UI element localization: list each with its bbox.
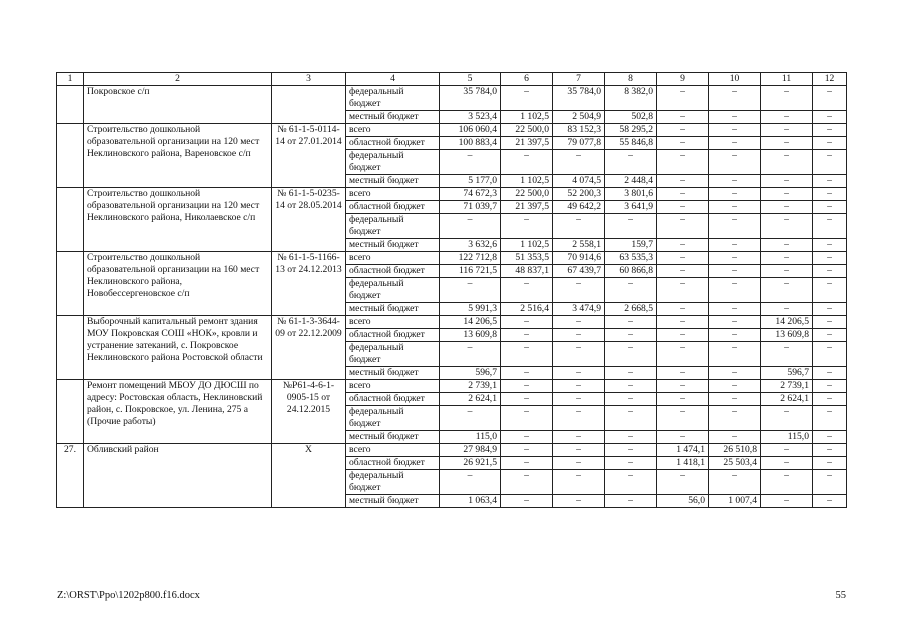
footer-file-path: Z:\ORST\Ppo\1202p800.f16.docx — [57, 590, 200, 601]
value-cell: – — [501, 393, 553, 406]
value-cell: – — [709, 329, 761, 342]
value-cell: 115,0 — [761, 431, 813, 444]
row-number-cell — [57, 380, 84, 444]
value-cell: – — [813, 278, 847, 303]
funding-source-cell: местный бюджет — [346, 239, 440, 252]
value-cell: – — [501, 367, 553, 380]
value-cell: – — [813, 316, 847, 329]
funding-source-cell: федеральный бюджет — [346, 406, 440, 431]
value-cell: – — [501, 444, 553, 457]
value-cell: 55 846,8 — [605, 137, 657, 150]
value-cell: 8 382,0 — [605, 86, 657, 111]
funding-source-cell: областной бюджет — [346, 457, 440, 470]
document-cell: № 61-1-3-3644-09 от 22.12.2009 — [272, 316, 346, 380]
value-cell: – — [605, 444, 657, 457]
value-cell: 159,7 — [605, 239, 657, 252]
value-cell: 2 448,4 — [605, 175, 657, 188]
value-cell: – — [605, 150, 657, 175]
value-cell: 63 535,3 — [605, 252, 657, 265]
funding-source-cell: местный бюджет — [346, 431, 440, 444]
value-cell: – — [709, 175, 761, 188]
value-cell: – — [657, 406, 709, 431]
value-cell: – — [813, 329, 847, 342]
value-cell: 1 007,4 — [709, 495, 761, 508]
funding-source-cell: местный бюджет — [346, 175, 440, 188]
value-cell: – — [657, 252, 709, 265]
value-cell: – — [501, 329, 553, 342]
value-cell: – — [605, 470, 657, 495]
value-cell: 49 642,2 — [553, 201, 605, 214]
value-cell: – — [709, 342, 761, 367]
value-cell: 2 504,9 — [553, 111, 605, 124]
value-cell: 83 152,3 — [553, 124, 605, 137]
value-cell: – — [553, 150, 605, 175]
value-cell: – — [440, 406, 501, 431]
funding-source-cell: областной бюджет — [346, 137, 440, 150]
value-cell: – — [605, 457, 657, 470]
column-number: 10 — [709, 73, 761, 86]
funding-source-cell: федеральный бюджет — [346, 214, 440, 239]
value-cell: – — [761, 252, 813, 265]
value-cell: – — [709, 406, 761, 431]
value-cell: – — [761, 406, 813, 431]
value-cell: – — [761, 265, 813, 278]
value-cell: 26 921,5 — [440, 457, 501, 470]
column-number: 11 — [761, 73, 813, 86]
value-cell: – — [657, 201, 709, 214]
value-cell: 22 500,0 — [501, 124, 553, 137]
value-cell: – — [761, 150, 813, 175]
funding-source-cell: всего — [346, 380, 440, 393]
value-cell: – — [605, 278, 657, 303]
value-cell: – — [605, 367, 657, 380]
budget-table — [56, 72, 847, 508]
value-cell: – — [709, 188, 761, 201]
value-cell: – — [553, 431, 605, 444]
value-cell: – — [657, 367, 709, 380]
object-name-cell: Покровское с/п — [84, 86, 272, 124]
value-cell: – — [761, 111, 813, 124]
value-cell: – — [813, 86, 847, 111]
funding-source-cell: федеральный бюджет — [346, 278, 440, 303]
value-cell: – — [657, 239, 709, 252]
value-cell: – — [553, 406, 605, 431]
funding-source-cell: местный бюджет — [346, 111, 440, 124]
value-cell: 35 784,0 — [553, 86, 605, 111]
value-cell: 4 074,5 — [553, 175, 605, 188]
value-cell: 3 632,6 — [440, 239, 501, 252]
value-cell: – — [605, 214, 657, 239]
document-cell: №Р61-4-6-1-0905-15 от 24.12.2015 — [272, 380, 346, 444]
value-cell: 51 353,5 — [501, 252, 553, 265]
value-cell: – — [657, 188, 709, 201]
table-row — [57, 188, 847, 201]
value-cell: – — [761, 188, 813, 201]
value-cell: – — [657, 86, 709, 111]
funding-source-cell: всего — [346, 124, 440, 137]
value-cell: 48 837,1 — [501, 265, 553, 278]
row-number-cell — [57, 86, 84, 124]
value-cell: 2 668,5 — [605, 303, 657, 316]
value-cell: – — [813, 495, 847, 508]
value-cell: 21 397,5 — [501, 201, 553, 214]
value-cell: – — [709, 265, 761, 278]
value-cell: – — [501, 316, 553, 329]
column-number: 5 — [440, 73, 501, 86]
value-cell: – — [501, 86, 553, 111]
table-row — [57, 86, 847, 111]
value-cell: – — [813, 470, 847, 495]
value-cell: – — [657, 124, 709, 137]
value-cell: – — [657, 393, 709, 406]
funding-source-cell: всего — [346, 252, 440, 265]
value-cell: – — [761, 303, 813, 316]
funding-source-cell: всего — [346, 444, 440, 457]
value-cell: – — [761, 137, 813, 150]
value-cell: – — [605, 406, 657, 431]
funding-source-cell: федеральный бюджет — [346, 86, 440, 111]
page-number: 55 — [835, 590, 846, 601]
row-number-cell — [57, 252, 84, 316]
value-cell: – — [553, 367, 605, 380]
value-cell: – — [709, 252, 761, 265]
value-cell: – — [440, 470, 501, 495]
value-cell: 100 883,4 — [440, 137, 501, 150]
column-number: 4 — [346, 73, 440, 86]
value-cell: 5 991,3 — [440, 303, 501, 316]
value-cell: – — [553, 457, 605, 470]
value-cell: – — [657, 470, 709, 495]
value-cell: – — [761, 457, 813, 470]
value-cell: 106 060,4 — [440, 124, 501, 137]
value-cell: – — [553, 329, 605, 342]
value-cell: – — [761, 86, 813, 111]
value-cell: 70 914,6 — [553, 252, 605, 265]
value-cell: 71 039,7 — [440, 201, 501, 214]
value-cell: – — [440, 214, 501, 239]
value-cell: – — [813, 380, 847, 393]
column-number-row — [57, 73, 847, 86]
value-cell: – — [761, 342, 813, 367]
value-cell: – — [709, 137, 761, 150]
value-cell: 1 474,1 — [657, 444, 709, 457]
value-cell: – — [657, 111, 709, 124]
value-cell: – — [761, 214, 813, 239]
value-cell: – — [761, 444, 813, 457]
value-cell: 2 516,4 — [501, 303, 553, 316]
document-cell: № 61-1-5-0235-14 от 28.05.2014 — [272, 188, 346, 252]
table-row — [57, 124, 847, 137]
value-cell: 1 102,5 — [501, 111, 553, 124]
object-name-cell: Ремонт помещений МБОУ ДО ДЮСШ по адресу: Ростовская область, Неклиновский район, с. Покровское, ул. Ленина, 275 а (Прочие работы) — [84, 380, 272, 444]
funding-source-cell: областной бюджет — [346, 393, 440, 406]
value-cell: 115,0 — [440, 431, 501, 444]
value-cell: – — [709, 278, 761, 303]
value-cell: – — [709, 431, 761, 444]
value-cell: – — [553, 393, 605, 406]
column-number: 1 — [57, 73, 84, 86]
value-cell: 67 439,7 — [553, 265, 605, 278]
value-cell: 13 609,8 — [761, 329, 813, 342]
row-number-cell: 27. — [57, 444, 84, 508]
value-cell: – — [605, 316, 657, 329]
value-cell: – — [501, 406, 553, 431]
value-cell: – — [761, 175, 813, 188]
value-cell: 596,7 — [440, 367, 501, 380]
value-cell: – — [553, 316, 605, 329]
value-cell: – — [501, 470, 553, 495]
value-cell: – — [813, 188, 847, 201]
value-cell: 2 739,1 — [440, 380, 501, 393]
table-row — [57, 380, 847, 393]
funding-source-cell: местный бюджет — [346, 495, 440, 508]
value-cell: – — [605, 329, 657, 342]
value-cell: – — [605, 342, 657, 367]
row-number-cell — [57, 188, 84, 252]
value-cell: – — [709, 239, 761, 252]
value-cell: 56,0 — [657, 495, 709, 508]
value-cell: – — [501, 150, 553, 175]
value-cell: – — [501, 278, 553, 303]
value-cell: – — [709, 111, 761, 124]
value-cell: – — [761, 470, 813, 495]
value-cell: 2 624,1 — [761, 393, 813, 406]
value-cell: – — [501, 431, 553, 444]
value-cell: 2 739,1 — [761, 380, 813, 393]
value-cell: – — [605, 393, 657, 406]
value-cell: – — [813, 214, 847, 239]
value-cell: 58 295,2 — [605, 124, 657, 137]
object-name-cell: Выборочный капитальный ремонт здания МОУ Покровская СОШ «НОК», кровли и устранение затеканий, с. Покровское Неклиновского района Ростовской области — [84, 316, 272, 380]
value-cell: 13 609,8 — [440, 329, 501, 342]
column-number: 6 — [501, 73, 553, 86]
value-cell: – — [813, 406, 847, 431]
value-cell: – — [761, 201, 813, 214]
value-cell: – — [501, 380, 553, 393]
value-cell: – — [657, 278, 709, 303]
table-body — [57, 73, 847, 508]
value-cell: – — [657, 150, 709, 175]
value-cell: – — [813, 457, 847, 470]
value-cell: 2 624,1 — [440, 393, 501, 406]
funding-source-cell: федеральный бюджет — [346, 470, 440, 495]
column-number: 9 — [657, 73, 709, 86]
value-cell: – — [709, 150, 761, 175]
value-cell: – — [813, 150, 847, 175]
object-name-cell: Строительство дошкольной образовательной организации на 160 мест Неклиновского района, Новобессергеновское с/п — [84, 252, 272, 316]
value-cell: 3 801,6 — [605, 188, 657, 201]
value-cell: – — [709, 86, 761, 111]
funding-source-cell: областной бюджет — [346, 265, 440, 278]
value-cell: – — [553, 444, 605, 457]
funding-source-cell: областной бюджет — [346, 201, 440, 214]
value-cell: – — [605, 380, 657, 393]
value-cell: – — [657, 303, 709, 316]
value-cell: – — [657, 214, 709, 239]
value-cell: – — [761, 124, 813, 137]
value-cell: – — [501, 457, 553, 470]
value-cell: – — [813, 201, 847, 214]
value-cell: – — [605, 495, 657, 508]
value-cell: – — [813, 124, 847, 137]
document-cell: № 61-1-5-1166-13 от 24.12.2013 — [272, 252, 346, 316]
value-cell: – — [657, 431, 709, 444]
value-cell: – — [501, 214, 553, 239]
value-cell: – — [657, 137, 709, 150]
value-cell: 14 206,5 — [440, 316, 501, 329]
value-cell: 27 984,9 — [440, 444, 501, 457]
funding-source-cell: всего — [346, 188, 440, 201]
value-cell: 1 418,1 — [657, 457, 709, 470]
value-cell: – — [709, 201, 761, 214]
object-name-cell: Строительство дошкольной образовательной организации на 120 мест Неклиновского района, Николаевское с/п — [84, 188, 272, 252]
value-cell: – — [813, 239, 847, 252]
value-cell: 22 500,0 — [501, 188, 553, 201]
value-cell: 122 712,8 — [440, 252, 501, 265]
value-cell: – — [761, 278, 813, 303]
value-cell: – — [657, 175, 709, 188]
value-cell: – — [501, 342, 553, 367]
value-cell: 25 503,4 — [709, 457, 761, 470]
value-cell: – — [709, 214, 761, 239]
object-name-cell: Строительство дошкольной образовательной организации на 120 мест Неклиновского района, Вареновское с/п — [84, 124, 272, 188]
value-cell: – — [813, 342, 847, 367]
value-cell: – — [813, 265, 847, 278]
value-cell: 3 523,4 — [440, 111, 501, 124]
column-number: 8 — [605, 73, 657, 86]
value-cell: – — [813, 137, 847, 150]
document-cell: Х — [272, 444, 346, 508]
value-cell: 5 177,0 — [440, 175, 501, 188]
value-cell: 3 474,9 — [553, 303, 605, 316]
value-cell: – — [709, 303, 761, 316]
value-cell: – — [440, 278, 501, 303]
value-cell: – — [657, 265, 709, 278]
document-cell: № 61-1-5-0114-14 от 27.01.2014 — [272, 124, 346, 188]
value-cell: – — [605, 431, 657, 444]
value-cell: – — [761, 495, 813, 508]
value-cell: 596,7 — [761, 367, 813, 380]
document-cell — [272, 86, 346, 124]
value-cell: 79 077,8 — [553, 137, 605, 150]
value-cell: – — [657, 380, 709, 393]
value-cell: 502,8 — [605, 111, 657, 124]
value-cell: – — [709, 393, 761, 406]
value-cell: 35 784,0 — [440, 86, 501, 111]
value-cell: – — [440, 342, 501, 367]
column-number: 7 — [553, 73, 605, 86]
value-cell: – — [709, 367, 761, 380]
column-number: 2 — [84, 73, 272, 86]
funding-source-cell: местный бюджет — [346, 367, 440, 380]
value-cell: 1 063,4 — [440, 495, 501, 508]
value-cell: 26 510,8 — [709, 444, 761, 457]
object-name-cell: Обливский район — [84, 444, 272, 508]
value-cell: – — [657, 342, 709, 367]
value-cell: – — [553, 495, 605, 508]
value-cell: – — [813, 175, 847, 188]
value-cell: 1 102,5 — [501, 175, 553, 188]
row-number-cell — [57, 124, 84, 188]
funding-source-cell: областной бюджет — [346, 329, 440, 342]
value-cell: – — [813, 393, 847, 406]
value-cell: – — [709, 316, 761, 329]
table-row — [57, 252, 847, 265]
value-cell: – — [709, 470, 761, 495]
value-cell: – — [813, 252, 847, 265]
value-cell: – — [709, 124, 761, 137]
value-cell: – — [813, 444, 847, 457]
value-cell: – — [657, 329, 709, 342]
value-cell: – — [657, 316, 709, 329]
value-cell: – — [709, 380, 761, 393]
value-cell: – — [553, 342, 605, 367]
value-cell: – — [440, 150, 501, 175]
value-cell: – — [813, 111, 847, 124]
funding-source-cell: федеральный бюджет — [346, 342, 440, 367]
value-cell: 14 206,5 — [761, 316, 813, 329]
table-row — [57, 316, 847, 329]
value-cell: 116 721,5 — [440, 265, 501, 278]
value-cell: 21 397,5 — [501, 137, 553, 150]
funding-source-cell: всего — [346, 316, 440, 329]
column-number: 3 — [272, 73, 346, 86]
row-number-cell — [57, 316, 84, 380]
value-cell: 1 102,5 — [501, 239, 553, 252]
value-cell: 52 200,3 — [553, 188, 605, 201]
value-cell: – — [553, 380, 605, 393]
funding-source-cell: местный бюджет — [346, 303, 440, 316]
value-cell: 74 672,3 — [440, 188, 501, 201]
value-cell: – — [553, 214, 605, 239]
value-cell: – — [553, 278, 605, 303]
value-cell: 60 866,8 — [605, 265, 657, 278]
table-row — [57, 444, 847, 457]
value-cell: – — [501, 495, 553, 508]
value-cell: 2 558,1 — [553, 239, 605, 252]
value-cell: – — [761, 239, 813, 252]
value-cell: – — [813, 303, 847, 316]
value-cell: – — [813, 367, 847, 380]
value-cell: – — [553, 470, 605, 495]
value-cell: 3 641,9 — [605, 201, 657, 214]
column-number: 12 — [813, 73, 847, 86]
value-cell: – — [813, 431, 847, 444]
funding-source-cell: федеральный бюджет — [346, 150, 440, 175]
